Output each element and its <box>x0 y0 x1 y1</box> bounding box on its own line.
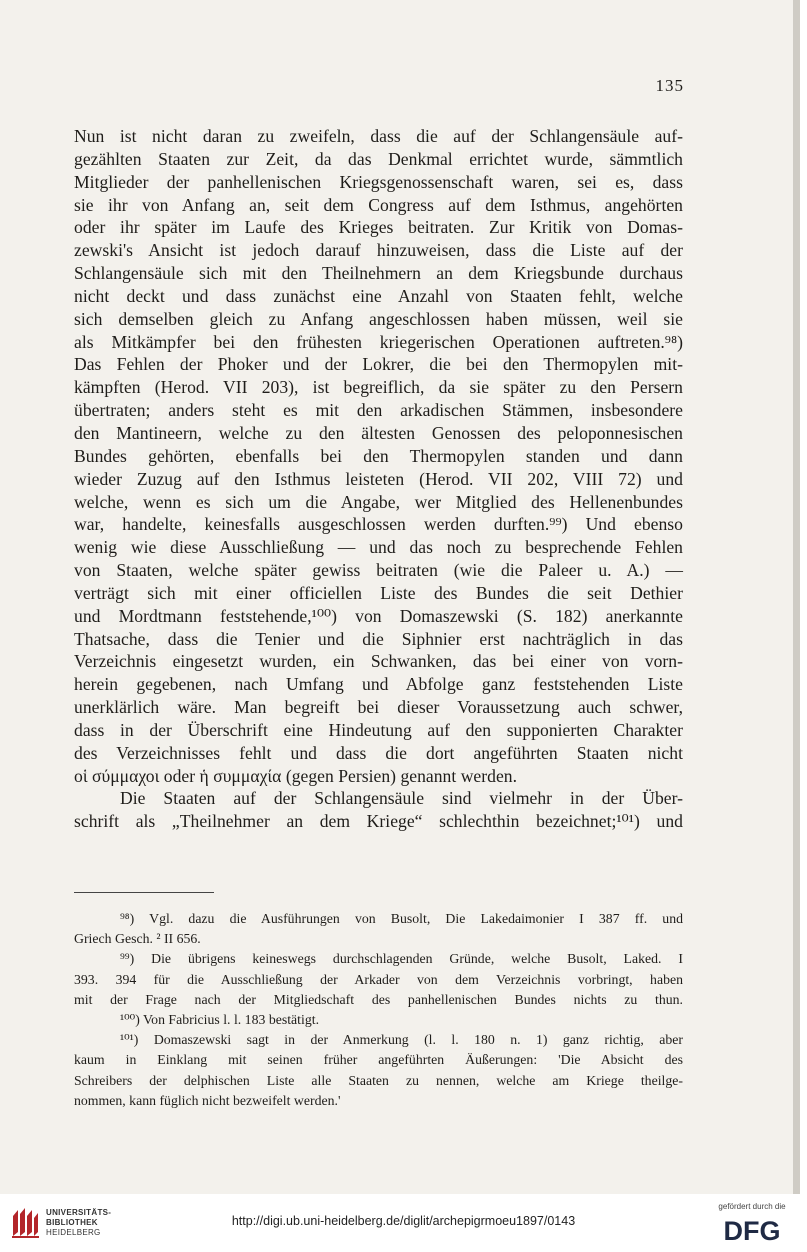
footnote-line: mit der Frage nach der Mitgliedschaft des panhellenischen Bundes nichts zu thun. <box>74 991 683 1007</box>
footnotes <box>74 909 683 1111</box>
body-line: Mitglieder der panhellenischen Kriegsgenossenschaft waren, sei es, dass <box>74 171 683 192</box>
body-line: Thatsache, dass die Tenier und die Siphnier erst nachträglich in das <box>74 628 683 649</box>
body-line: Verzeichnis eingesetzt wurden, ein Schwanken, das bei einer von vorn- <box>74 651 683 672</box>
university-library-name: UNIVERSITÄTS- BIBLIOTHEK HEIDELBERG <box>46 1208 112 1237</box>
body-line: wenig wie diese Ausschließung — und das noch zu besprechende Fehlen <box>74 537 683 558</box>
body-text <box>74 125 683 833</box>
body-line: übertraten; anders steht es mit den arkadischen Stämmen, insbesondere <box>74 400 683 421</box>
body-line: dass in der Überschrift eine Hindeutung auf den supponierten Charakter <box>74 719 683 740</box>
footnote-line: ¹⁰¹) Domaszewski sagt in der Anmerkung (l. l. 180 n. 1) ganz richtig, aber <box>120 1032 683 1048</box>
svg-text:DFG: DFG <box>723 1216 781 1245</box>
body-line: welche, wenn es sich um die Angabe, wer Mitglied des Hellenenbundes <box>74 491 683 512</box>
sponsor-label: gefördert durch die <box>718 1202 786 1211</box>
body-line: nicht deckt und dass zunächst eine Anzahl von Staaten fehlt, welche <box>74 285 683 306</box>
footnote-line: ¹⁰⁰) Von Fabricius l. l. 183 bestätigt. <box>120 1011 320 1027</box>
footnote-line: Griech Gesch. ² II 656. <box>74 931 201 947</box>
body-line: schrift als „Theilnehmer an dem Kriege“ schlechthin bezeichnet;¹⁰¹) und <box>74 811 683 832</box>
body-line: und Mordtmann feststehende,¹⁰⁰) von Domaszewski (S. 182) anerkannte <box>74 605 683 626</box>
body-line: sie ihr von Anfang an, seit dem Congress auf dem Isthmus, angehörten <box>74 194 683 215</box>
body-line: Das Fehlen der Phoker und der Lokrer, die bei den Thermopylen mit- <box>74 354 683 375</box>
body-line: Bundes gehörten, ebenfalls bei den Thermopylen standen und dann <box>74 445 683 466</box>
body-line: des Verzeichnisses fehlt und dass die dort angeführten Staaten nicht <box>74 742 683 763</box>
body-line: Nun ist nicht daran zu zweifeln, dass die auf der Schlangensäule auf- <box>74 126 683 146</box>
sponsor-block <box>707 1202 797 1245</box>
body-line: herein gegebenen, nach Umfang und Abfolge ganz feststehenden Liste <box>74 674 683 695</box>
body-line: unerklärlich wäre. Man begreift bei dieser Voraussetzung auch schwer, <box>74 697 683 718</box>
body-line: oder ihr später im Laufe des Krieges beitraten. Zur Kritik von Domas- <box>74 217 683 238</box>
body-line: wieder Zuzug auf den Isthmus leisteten (Herod. VII 202, VIII 72) und <box>74 468 683 489</box>
footnote-line: Schreibers der delphischen Liste alle Staaten zu nennen, welche am Kriege theilge- <box>74 1072 683 1088</box>
body-line: Die Staaten auf der Schlangensäule sind vielmehr in der Über- <box>120 788 683 809</box>
body-line: war, handelte, keinesfalls ausgeschlossen werden durften.⁹⁹) Und ebenso <box>74 514 683 535</box>
dfg-logo-icon <box>712 1215 792 1245</box>
footnote-divider <box>74 892 214 893</box>
document-url-link[interactable]: http://digi.ub.uni-heidelberg.de/diglit/archepigrmoeu1897/0143 <box>231 1214 576 1228</box>
body-line: οἱ σύμμαχοι oder ἡ συμμαχία (gegen Persien) genannt werden. <box>74 765 518 786</box>
body-line: kämpften (Herod. VII 203), ist begreiflich, da sie später zu den Persern <box>74 377 683 398</box>
body-line: von Staaten, welche später gewiss beitraten (wie die Paleer u. A.) — <box>74 560 683 581</box>
footnote-line: 393. 394 für die Ausschließung der Arkader von dem Verzeichnis vorbringt, haben <box>74 971 683 987</box>
body-line: den Mantineern, welche zu den ältesten Genossen des peloponnesischen <box>74 422 683 443</box>
body-line: Schlangensäule sich mit den Theilnehmern an dem Kriegsbunde durchaus <box>74 263 683 284</box>
body-line: sich demselben gleich zu Anfang angeschlossen haben müssen, weil sie <box>74 308 683 329</box>
body-line: gezählten Staaten zur Zeit, da das Denkmal errichtet wurde, sämmtlich <box>74 148 683 169</box>
page-edge <box>793 0 800 1194</box>
footnote-line: ⁹⁸) Vgl. dazu die Ausführungen von Busolt, Die Lakedaimonier I 387 ff. und <box>120 911 683 926</box>
body-line: als Mitkämpfer bei den frühesten kriegerischen Operationen auftreten.⁹⁸) <box>74 331 683 352</box>
viewer-footer <box>0 1194 807 1252</box>
body-line: verträgt sich mit einer officiellen Liste des Bundes die seit Dethier <box>74 582 683 603</box>
footnote-line: ⁹⁹) Die übrigens keineswegs durchschlagenden Gründe, welche Busolt, Laked. I <box>120 951 683 967</box>
footnote-line: nommen, kann füglich nicht bezweifelt werden.' <box>74 1092 341 1108</box>
page-number: 135 <box>655 76 684 95</box>
body-line: zewski's Ansicht ist jedoch darauf hinzuweisen, dass die Liste auf der <box>74 240 683 261</box>
footnote-line: kaum in Einklang mit seinen früher angeführten Äußerungen: 'Die Absicht des <box>74 1052 683 1068</box>
